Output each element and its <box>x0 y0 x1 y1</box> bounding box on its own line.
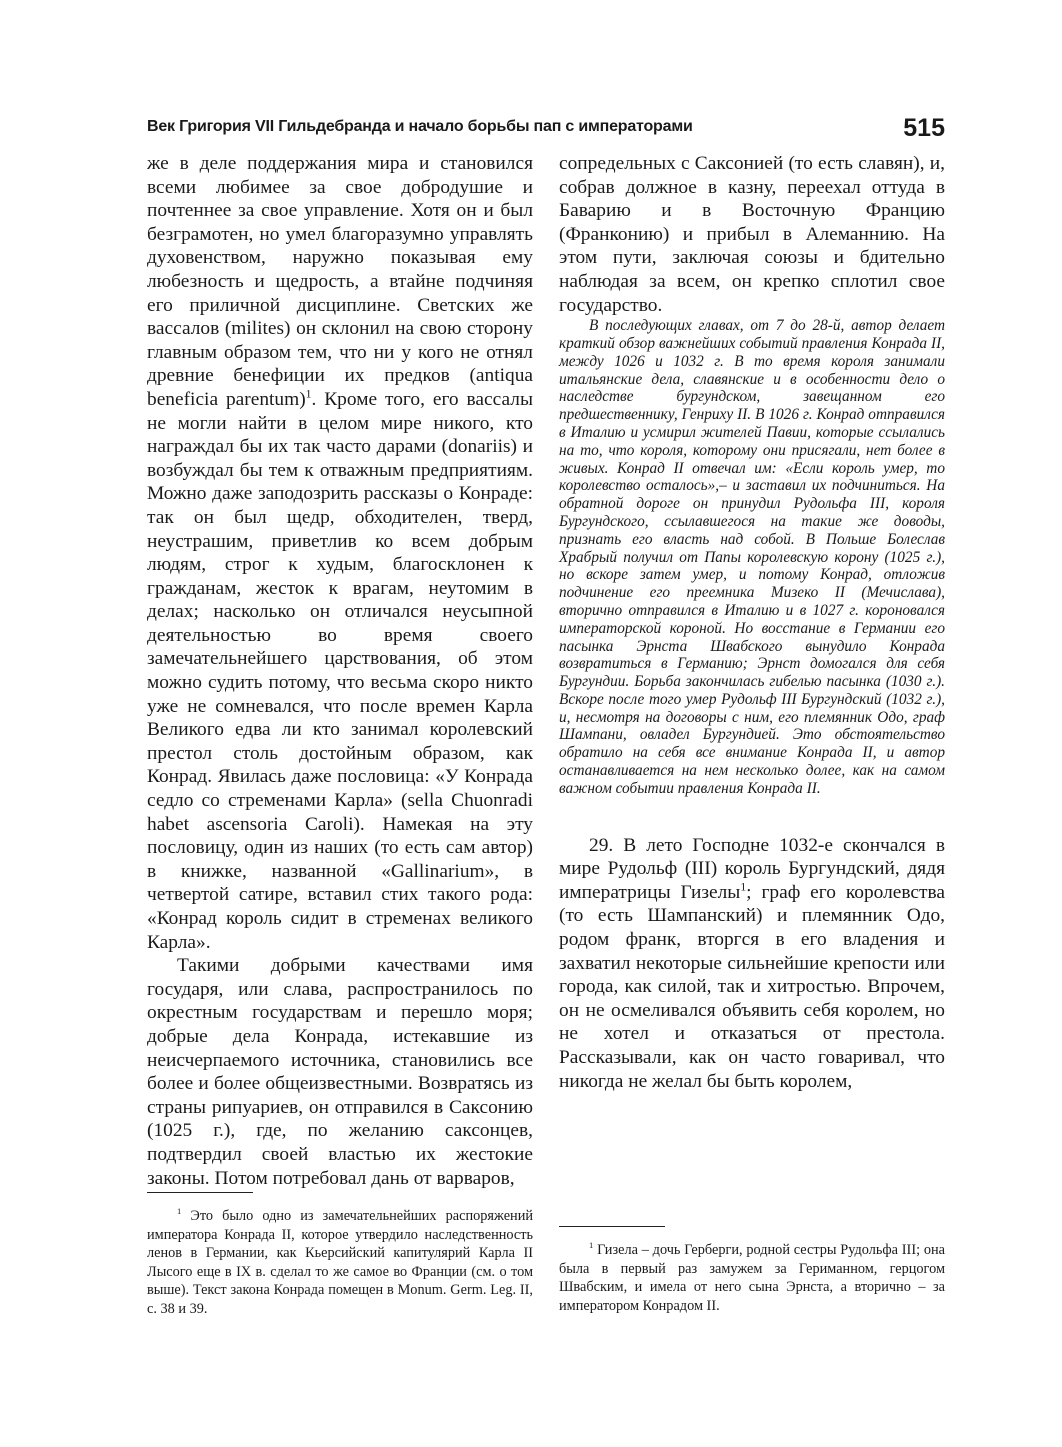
chapter-summary: В последующих главах, от 7 до 28-й, автор делает краткий обзор важнейших событий правления Конрада II, между 1026 и 1032 г. В то время короля занимали итальянские дела, славянские и в особенности дело о наследстве бургундском, завещанном его предшественнику, Генриху II. В 1026 г. Конрад отправился в Италию и усмирил жителей Павии, которые ссылались на то, что короля, которому они присягали, нет более в живых. Конрад II отвечал им: «Если король умер, то королевство осталось»,– и заставил их подчиниться. На обратной дороге он принудил Рудольфа III, короля Бургундского, ссылавшегося на такие же доводы, признать его власть над собой. В Польше Болеслав Храбрый получил от Папы королевскую корону (1025 г.), но вскоре затем умер, и потому Конрад, отложив подчинение его преемника Мизеко II (Мечислава), вторично отправился в Италию и в 1027 г. короновался императорской короной. Но восстание в Германии его пасынка Эрнста Швабского вынудило Конрада возвратиться в Германию; Эрнст домогался для себя Бургундии. Борьба закончилась гибелью пасынка (1030 г.). Вскоре после того умер Рудольф III Бургундский (1032 г.), и, несмотря на договоры с ним, его племянник Одо, граф Шампани, овладел Бургундией. Это обстоятельство обратило на себя все внимание Конрада II, и автор останавливается на нем несколько долее, как на самом важном событии правления Конрада II. <box>559 317 945 797</box>
left-column <box>147 152 533 1190</box>
paragraph-text: 29. В лето Господне 1032-е скончался в мире Рудольф (III) король Бургундский, дядя императрицы Гизелы <box>559 834 945 903</box>
footnote-body: Гизела – дочь Герберги, родной сестры Рудольфа III; она была в первый раз замужем за Гериманном, герцогом Швабским, и имела от него сына Эрнста, а вторично – за императором Конрадом II. <box>559 1242 945 1314</box>
paragraph: сопредельных с Саксонией (то есть славян), и, собрав должное в казну, переехал оттуда в Баварию и в Восточную Францию (Франконию) и прибыл в Алеманнию. На этом пути, заключая союзы и бдительно наблюдая за всем, он крепко сплотил свое государство. <box>559 153 945 316</box>
footnote-body: Это было одно из замечательнейших распоряжений императора Конрада II, которое утвердило наследственность ленов в Германии, как Кьерсийский капитулярий Карла II Лысого еще в IX в. сделал то же самое во Франции (см. о том выше). Текст закона Конрада помещен в Monum. Germ. Leg. II, c. 38 и 39. <box>147 1208 533 1317</box>
footnote-marker: 1 <box>177 1206 182 1217</box>
footnote-marker: 1 <box>589 1240 594 1251</box>
footnote-rule <box>147 1192 253 1193</box>
footnote-left <box>147 1192 533 1318</box>
running-title: Век Григория VII Гильдебранда и начало борьбы пап с императорами <box>147 118 693 135</box>
footnote-text <box>147 1207 533 1318</box>
paragraph <box>147 152 533 954</box>
page-header <box>147 114 945 146</box>
paragraph-text: . Кроме того, его вассалы не могли найти в целом мире никого, кто награждал бы их так часто дарами (donariis) и возбуждал бы тем к отважным предприятиям. Можно даже заподозрить рассказы о Конраде: так он был щедр, обходителен, тверд, неустрашим, приветлив ко всем добрым людям, строг к худым, благосклонен к гражданам, жесток к врагам, неутомим в делах; насколько он отличался неусыпной деятельностью во время своего замечательнейшего царствования, об этом можно судить потому, что весьма скоро никто уже не сомневался, что после времен Карла Великого едва ли кто занимал королевский престол столь достойным образом, как Конрад. Явилась даже пословица: «У Конрада седло со стременами Карла» (sella Chuonradi habet ascensoria Caroli). Намекая на эту пословицу, один из наших (то есть сам автор) в книжке, названной «Gallinarium», в четвертой сатире, вставил стих такого рода: «Конрад король сидит в стременах великого Карла». <box>147 388 533 953</box>
right-column <box>559 152 945 1093</box>
paragraph: Такими добрыми качествами имя государя, или слава, распространилось по окрестным государствам и перешло моря; добрые дела Конрада, истекавшие из неисчерпаемого источника, становились все более и более общеизвестными. Возвратясь из страны рипуариев, он отправился в Саксонию (1025 г.), где, по желанию саксонцев, подтвердил своей властью их жестокие законы. Потом потребовал дань от варваров, <box>147 955 533 1189</box>
footnote-text <box>559 1241 945 1315</box>
footnote-right <box>559 1226 945 1315</box>
paragraph <box>559 834 945 1094</box>
paragraph-text: ; граф его королевства (то есть Шампанский) и племянник Одо, родом франк, вторгся в его владения и захватил некоторые сильнейшие крепости или города, как силой, так и хитростью. Впрочем, он не осмеливался объявить себя королем, но не хотел и отказаться от престола. Рассказывали, как он часто говаривал, что никогда не желал бы быть королем, <box>559 881 945 1092</box>
footnote-rule <box>559 1226 665 1227</box>
footnote-ref: 1 <box>305 387 312 401</box>
footnote-ref: 1 <box>740 880 747 894</box>
paragraph-text: же в деле поддержания мира и становился всеми любимее за свое добродушие и почтеннее за свое управление. Хотя он и был безграмотен, но умел благоразумно управлять духовенством, наружно показывая ему любезность и щедрость, а втайне подчиняя его приличной дисциплине. Светских же вассалов (milites) он склонил на свою сторону главным образом тем, что ни у кого не отнял древние бенефиции их предков (antiqua beneficia parentum) <box>147 153 533 410</box>
page-number: 515 <box>903 114 945 142</box>
